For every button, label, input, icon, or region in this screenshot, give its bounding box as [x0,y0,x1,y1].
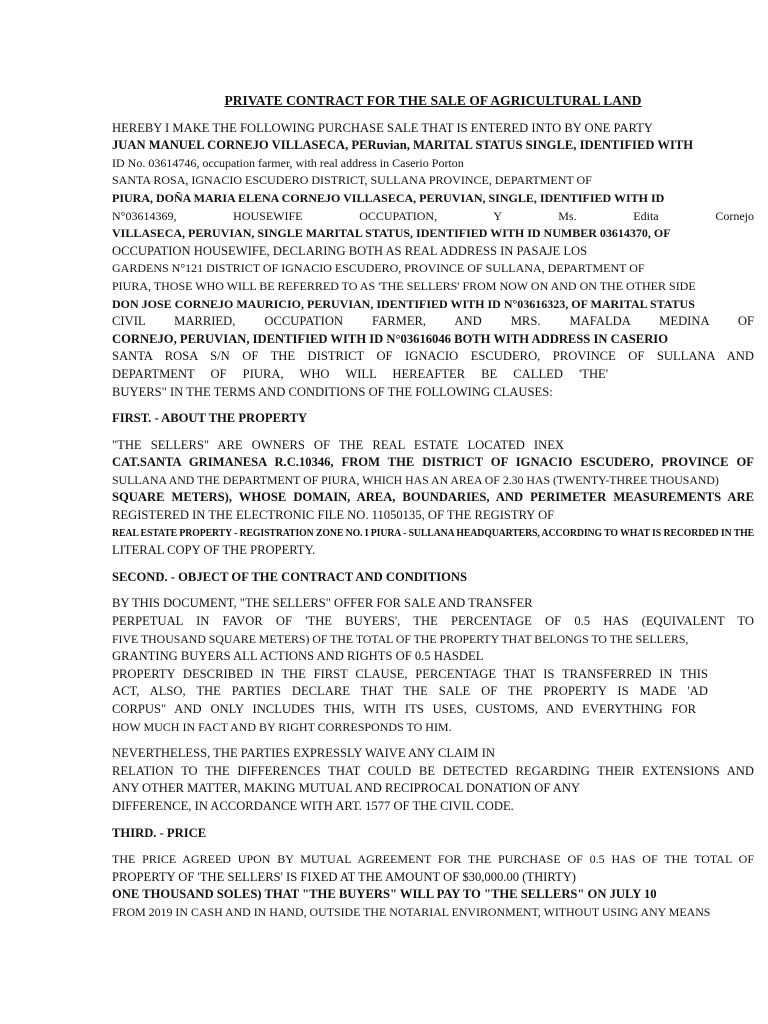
clause-heading-third: THIRD. - PRICE [112,825,207,840]
clause-line: ANY OTHER MATTER, MAKING MUTUAL AND RECIPROCAL DONATION OF ANY [112,781,581,796]
clause-line: PROPERTY OF 'THE SELLERS' IS FIXED AT THE AMOUNT OF $30,000.00 (THIRTY) [112,869,577,884]
clause-heading-first: FIRST. - ABOUT THE PROPERTY [112,411,308,426]
intro-line: PIURA, DOÑA MARIA ELENA CORNEJO VILLASECA, PERUVIAN, SINGLE, IDENTIFIED WITH ID [112,190,665,205]
intro-line: HEREBY I MAKE THE FOLLOWING PURCHASE SALE THAT IS ENTERED INTO BY ONE PARTY [112,120,653,135]
clause-line: REGISTERED IN THE ELECTRONIC FILE NO. 11050135, OF THE REGISTRY OF [112,508,555,523]
clause-second-waiver [112,745,754,815]
intro-line: JUAN MANUEL CORNEJO VILLASECA, PERuvian, MARITAL STATUS SINGLE, IDENTIFIED WITH [112,138,694,153]
clause-line: LITERAL COPY OF THE PROPERTY. [112,543,316,558]
clause-line: HOW MUCH IN FACT AND BY RIGHT CORRESPONDS TO HIM. [112,719,452,734]
clause-third [112,851,754,921]
intro-line: SANTA ROSA S/N OF THE DISTRICT OF IGNACIO ESCUDERO, PROVINCE OF SULLANA AND [112,349,754,364]
intro-line: ID No. 03614746, occupation farmer, with real address in Caserio Porton [112,155,464,170]
clause-line: SQUARE METERS), WHOSE DOMAIN, AREA, BOUNDARIES, AND PERIMETER MEASUREMENTS ARE [112,490,754,505]
clause-line: BY THIS DOCUMENT, "THE SELLERS" OFFER FOR SALE AND TRANSFER [112,596,533,611]
clause-line: "THE SELLERS" ARE OWNERS OF THE REAL ESTATE LOCATED INEX [112,437,564,452]
clause-line: ONE THOUSAND SOLES) THAT "THE BUYERS" WILL PAY TO "THE SELLERS" ON JULY 10 [112,887,657,902]
intro-line: CIVIL MARRIED, OCCUPATION FARMER, AND MRS. MAFALDA MEDINA OF [112,314,754,329]
clause-line: ACT, ALSO, THE PARTIES DECLARE THAT THE SALE OF THE PROPERTY IS MADE 'AD [112,684,708,699]
intro-line: BUYERS" IN THE TERMS AND CONDITIONS OF THE FOLLOWING CLAUSES: [112,384,553,399]
intro-line: OCCUPATION HOUSEWIFE, DECLARING BOTH AS REAL ADDRESS IN PASAJE LOS [112,243,588,258]
intro-line: GARDENS N°121 DISTRICT OF IGNACIO ESCUDERO, PROVINCE OF SULLANA, DEPARTMENT OF [112,261,645,276]
clause-line: FIVE THOUSAND SQUARE METERS) OF THE TOTAL OF THE PROPERTY THAT BELONGS TO THE SELLERS, [112,631,689,646]
clause-first [112,437,754,560]
clause-line: THE PRICE AGREED UPON BY MUTUAL AGREEMENT FOR THE PURCHASE OF 0.5 HAS OF THE TOTAL OF [112,852,754,867]
clause-line: PERPETUAL IN FAVOR OF 'THE BUYERS', THE PERCENTAGE OF 0.5 HAS (EQUIVALENT TO [112,614,754,629]
paragraph-gap [112,736,754,745]
intro-line: DON JOSE CORNEJO MAURICIO, PERUVIAN, IDENTIFIED WITH ID N°03616323, OF MARITAL STATUS [112,296,695,311]
clause-line: CAT.SANTA GRIMANESA R.C.10346, FROM THE DISTRICT OF IGNACIO ESCUDERO, PROVINCE OF [112,455,754,470]
clause-second [112,595,754,736]
clause-line: DIFFERENCE, IN ACCORDANCE WITH ART. 1577 OF THE CIVIL CODE. [112,798,514,813]
document-title: PRIVATE CONTRACT FOR THE SALE OF AGRICULTURAL LAND [224,93,642,108]
clause-line: CORPUS" AND ONLY INCLUDES THIS, WITH ITS USES, CUSTOMS, AND EVERYTHING FOR [112,702,696,716]
clause-line: RELATION TO THE DIFFERENCES THAT COULD BE DETECTED REGARDING THEIR EXTENSIONS AND [112,763,754,778]
intro-paragraph [112,120,754,402]
intro-line: CORNEJO, PERUVIAN, IDENTIFIED WITH ID N°03616046 BOTH WITH ADDRESS IN CASERIO [112,331,668,346]
clause-line: NEVERTHELESS, THE PARTIES EXPRESSLY WAIVE ANY CLAIM IN [112,746,495,761]
intro-line: DEPARTMENT OF PIURA, WHO WILL HEREAFTER BE CALLED 'THE' [112,366,608,381]
clause-line: REAL ESTATE PROPERTY - REGISTRATION ZONE NO. I PIURA - SULLANA HEADQUARTERS, ACCORDING TO WHAT IS RECORDED IN THE [112,527,755,539]
intro-line: SANTA ROSA, IGNACIO ESCUDERO DISTRICT, SULLANA PROVINCE, DEPARTMENT OF [112,173,592,188]
clause-line: SULLANA AND THE DEPARTMENT OF PIURA, WHICH HAS AN AREA OF 2.30 HAS (TWENTY-THREE THOUSAND) [112,472,719,487]
intro-line: N°03614369, HOUSEWIFE OCCUPATION, Y Ms. Edita Cornejo [112,208,754,223]
clause-line: GRANTING BUYERS ALL ACTIONS AND RIGHTS OF 0.5 HASDEL [112,649,484,664]
intro-line: PIURA, THOSE WHO WILL BE REFERRED TO AS 'THE SELLERS' FROM NOW ON AND ON THE OTHER SIDE [112,278,696,293]
contract-page [112,92,754,922]
clause-line: PROPERTY DESCRIBED IN THE FIRST CLAUSE, PERCENTAGE THAT IS TRANSFERRED IN THIS [112,666,708,681]
intro-line: VILLASECA, PERUVIAN, SINGLE MARITAL STATUS, IDENTIFIED WITH ID NUMBER 03614370, OF [112,226,671,241]
clause-heading-second: SECOND. - OBJECT OF THE CONTRACT AND CONDITIONS [112,569,468,584]
clause-line: FROM 2019 IN CASH AND IN HAND, OUTSIDE THE NOTARIAL ENVIRONMENT, WITHOUT USING ANY MEANS [112,904,711,919]
